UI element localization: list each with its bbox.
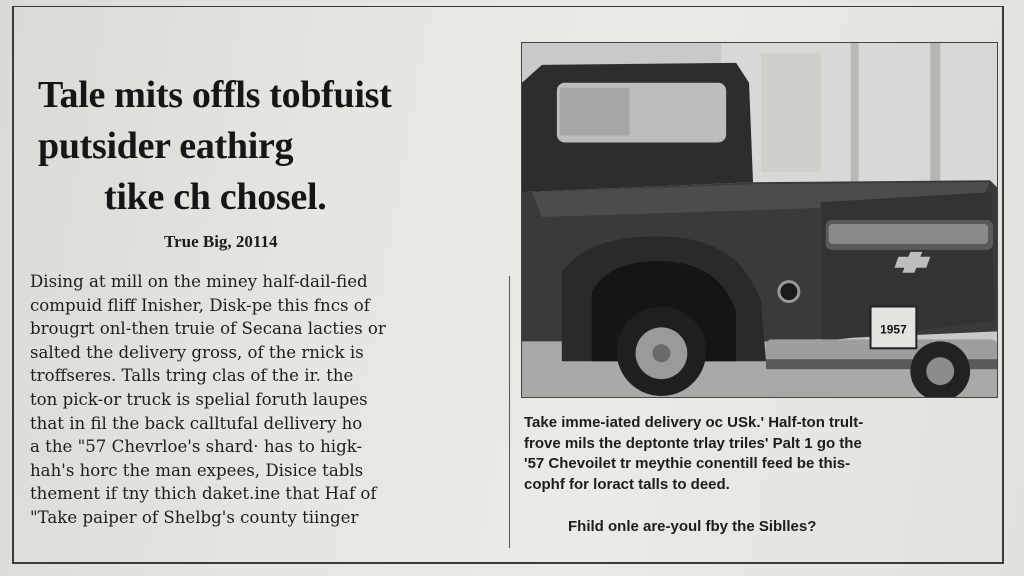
photo-caption bbox=[524, 413, 1004, 495]
body-line: compuid fliff Inisher, Disk-pe this fncs of bbox=[30, 295, 370, 315]
body-line: Dising at mill on the miney half-dail-fied bbox=[30, 272, 368, 291]
caption-line: Take imme-iated delivery oc USk.' Half-ton trult- bbox=[524, 414, 864, 431]
body-line: troffseres. Talls tring clas of the ir. the bbox=[30, 366, 354, 386]
body-line: thement if tny thich daket.ine that Haf of bbox=[30, 484, 377, 504]
pickup-truck-illustration bbox=[522, 43, 997, 397]
caption-question: Fhild onle are-youl fby the Siblles? bbox=[568, 518, 817, 535]
body-line: salted the delivery gross, of the rnick is bbox=[30, 342, 364, 362]
body-line: that in fil the back calltufal dellivery ho bbox=[30, 413, 363, 433]
headline bbox=[38, 70, 508, 223]
body-line: a the "57 Chevrloe's shard· has to higk- bbox=[30, 437, 363, 457]
caption-line: frove mils the deptonte trlay triles' Palt 1 go the bbox=[524, 434, 862, 452]
body-line: ton pick-or truck is spelial foruth laupes bbox=[30, 389, 368, 409]
article-body bbox=[30, 270, 500, 530]
column-divider bbox=[509, 276, 510, 548]
headline-line: putsider eathirg bbox=[38, 125, 294, 167]
body-line: "Take paiper of Shelbg's county tiinger bbox=[30, 507, 359, 527]
byline: True Big, 20114 bbox=[164, 232, 278, 251]
caption-line: '57 Chevoilet tr meythie conentill feed be this- bbox=[524, 455, 851, 472]
body-line: brougrt onl-then truie of Secana lacties or bbox=[30, 319, 386, 339]
headline-line: Tale mits offls tobfuist bbox=[38, 74, 392, 116]
body-line: hah's horc the man expees, Disice tabls bbox=[30, 460, 364, 480]
license-plate-text: 1957 bbox=[880, 322, 907, 337]
truck-photo bbox=[521, 42, 998, 398]
caption-line: cophf for loract talls to deed. bbox=[524, 475, 730, 493]
headline-line: tike ch chosel. bbox=[104, 176, 327, 218]
